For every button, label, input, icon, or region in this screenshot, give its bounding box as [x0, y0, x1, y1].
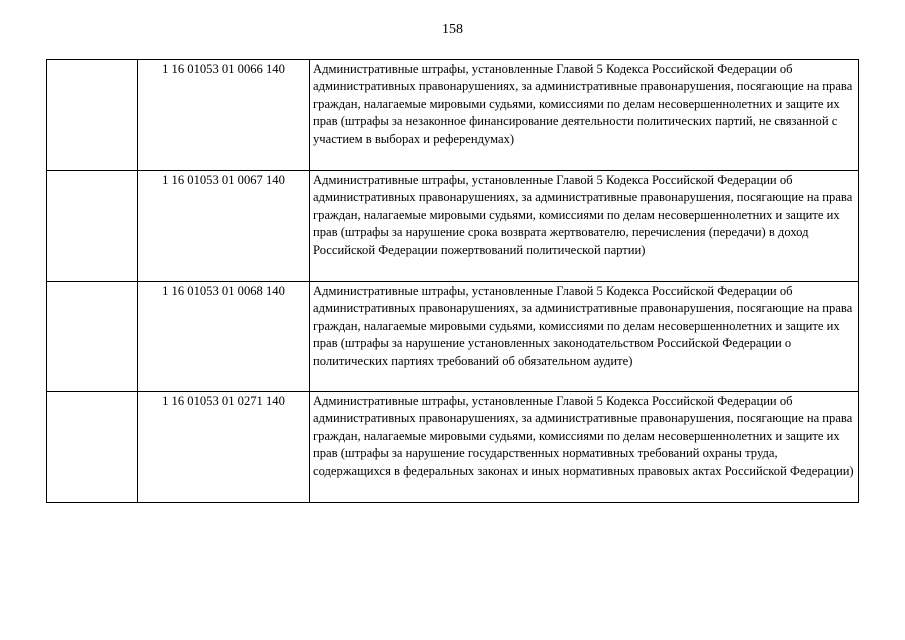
classification-code: 1 16 01053 01 0068 140	[138, 282, 310, 392]
code-description: Административные штрафы, установленные Главой 5 Кодекса Российской Федерации об административных правонарушениях, за административные правонарушения, посягающие на права граждан, налагаемые мировыми судьями, комиссиями по делам несовершеннолетних и защите их прав (штрафы за нарушение государственных нормативных требований охраны труда, содержащихся в федеральных законах и иных нормативных правовых актах Российской Федерации)	[310, 392, 859, 503]
table-row	[47, 392, 859, 503]
empty-cell	[47, 60, 138, 171]
empty-cell	[47, 392, 138, 503]
budget-codes-table	[46, 59, 859, 503]
code-description: Административные штрафы, установленные Главой 5 Кодекса Российской Федерации об административных правонарушениях, за административные правонарушения, посягающие на права граждан, налагаемые мировыми судьями, комиссиями по делам несовершеннолетних и защите их прав (штрафы за незаконное финансирование деятельности политических партий, не связанной с участием в выборах и референдумах)	[310, 60, 859, 171]
classification-code: 1 16 01053 01 0271 140	[138, 392, 310, 503]
table-row	[47, 282, 859, 392]
empty-cell	[47, 282, 138, 392]
code-description: Административные штрафы, установленные Главой 5 Кодекса Российской Федерации об административных правонарушениях, за административные правонарушения, посягающие на права граждан, налагаемые мировыми судьями, комиссиями по делам несовершеннолетних и защите их прав (штрафы за нарушение срока возврата жертвователю, перечисления (передачи) в доход Российской Федерации пожертвований политической партии)	[310, 171, 859, 282]
page-number: 158	[442, 22, 463, 37]
code-description: Административные штрафы, установленные Главой 5 Кодекса Российской Федерации об административных правонарушениях, за административные правонарушения, посягающие на права граждан, налагаемые мировыми судьями, комиссиями по делам несовершеннолетних и защите их прав (штрафы за нарушение установленных законодательством Российской Федерации о политических партиях требований об обязательном аудите)	[310, 282, 859, 392]
classification-code: 1 16 01053 01 0067 140	[138, 171, 310, 282]
table-row	[47, 171, 859, 282]
table-row	[47, 60, 859, 171]
empty-cell	[47, 171, 138, 282]
classification-code: 1 16 01053 01 0066 140	[138, 60, 310, 171]
